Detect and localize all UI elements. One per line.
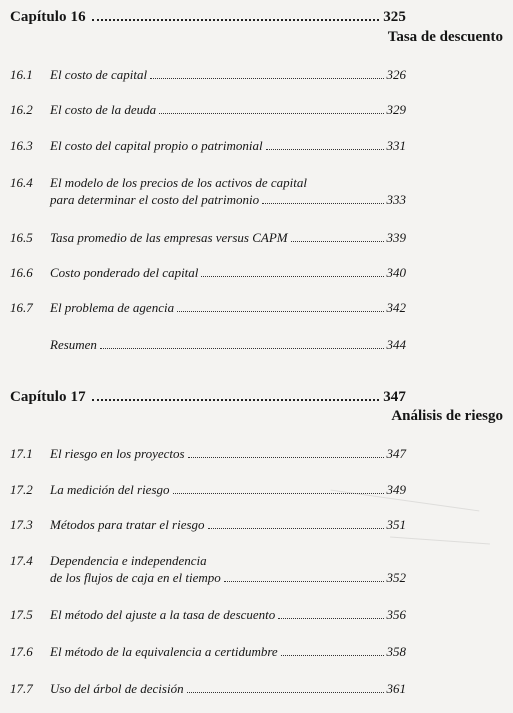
section-title: El método de la equivalencia a certidumbre [50, 644, 278, 659]
chapter-page: 325 [383, 9, 406, 25]
section-number: 16.2 [10, 102, 33, 117]
section-number: 17.3 [10, 517, 33, 532]
section-title: Uso del árbol de decisión [50, 681, 184, 696]
dot-leader [208, 528, 384, 529]
section-title: El problema de agencia [50, 300, 175, 315]
section-page: 329 [386, 102, 406, 117]
section-page: 331 [386, 138, 406, 153]
chapter-label: Capítulo 17 [10, 389, 86, 405]
section-page: 326 [386, 67, 406, 82]
section-title: Tasa promedio de las empresas versus CAPM [50, 230, 288, 245]
toc-entry [10, 643, 406, 660]
section-page: 342 [386, 300, 406, 315]
toc-entry [10, 445, 406, 462]
section-page: 333 [386, 192, 406, 207]
section-page: 340 [386, 265, 406, 280]
section-number: 17.7 [10, 681, 33, 696]
dot-leader [291, 241, 384, 242]
scan-artifact [390, 537, 490, 545]
section-title-cont: de los flujos de caja en el tiempo [50, 570, 221, 585]
section-title: El modelo de los precios de los activos de capital [50, 175, 307, 190]
section-number: 16.5 [10, 230, 33, 245]
chapter-heading [10, 389, 406, 406]
section-page: 356 [386, 607, 406, 622]
toc-entry [10, 101, 406, 118]
section-page: 352 [386, 570, 406, 585]
section-title: El método del ajuste a la tasa de descuento [50, 607, 276, 622]
toc-entry [10, 552, 406, 586]
dot-leader [188, 457, 384, 458]
dot-leader [224, 581, 384, 582]
section-title: Resumen [50, 337, 97, 352]
dot-leader [159, 113, 383, 114]
section-title: La medición del riesgo [50, 482, 170, 497]
section-page: 351 [386, 517, 406, 532]
section-page: 349 [386, 482, 406, 497]
dot-leader [262, 203, 383, 204]
toc-entry [10, 336, 406, 353]
section-title: Métodos para tratar el riesgo [50, 517, 205, 532]
chapter-label: Capítulo 16 [10, 9, 86, 25]
dot-leader [92, 399, 379, 401]
section-page: 361 [386, 681, 406, 696]
section-number: 17.4 [10, 553, 33, 568]
toc-entry [10, 680, 406, 697]
section-page: 347 [386, 446, 406, 461]
dot-leader [201, 276, 383, 277]
section-title: El costo de capital [50, 67, 148, 82]
section-page: 339 [386, 230, 406, 245]
chapter-page: 347 [383, 389, 406, 405]
section-number: 16.3 [10, 138, 33, 153]
toc-entry [10, 229, 406, 246]
section-number: 16.1 [10, 67, 33, 82]
section-page: 344 [386, 337, 406, 352]
toc-entry [10, 66, 406, 83]
section-title: Dependencia e independencia [50, 553, 207, 568]
chapter-subtitle: Tasa de descuento [387, 29, 503, 45]
toc-entry [10, 137, 406, 154]
toc-entry [10, 481, 406, 498]
dot-leader [278, 618, 383, 619]
section-number: 16.6 [10, 265, 33, 280]
chapter-subtitle: Análisis de riesgo [391, 408, 503, 424]
toc-entry [10, 606, 406, 623]
toc-entry [10, 299, 406, 316]
toc-entry [10, 516, 406, 533]
dot-leader [150, 78, 383, 79]
section-number: 16.7 [10, 300, 33, 315]
section-title: El costo del capital propio o patrimonial [50, 138, 263, 153]
dot-leader [281, 655, 384, 656]
dot-leader [266, 149, 384, 150]
dot-leader [92, 19, 379, 21]
section-title: El riesgo en los proyectos [50, 446, 185, 461]
dot-leader [100, 348, 384, 349]
dot-leader [187, 692, 384, 693]
toc-entry [10, 174, 406, 208]
section-title: El costo de la deuda [50, 102, 157, 117]
section-title: Costo ponderado del capital [50, 265, 199, 280]
section-number: 17.1 [10, 446, 33, 461]
section-title-cont: para determinar el costo del patrimonio [50, 192, 260, 207]
section-number: 17.5 [10, 607, 33, 622]
section-page: 358 [386, 644, 406, 659]
chapter-heading [10, 9, 406, 26]
toc-entry [10, 264, 406, 281]
dot-leader [177, 311, 383, 312]
section-number: 17.2 [10, 482, 33, 497]
section-number: 17.6 [10, 644, 33, 659]
section-number: 16.4 [10, 175, 33, 190]
